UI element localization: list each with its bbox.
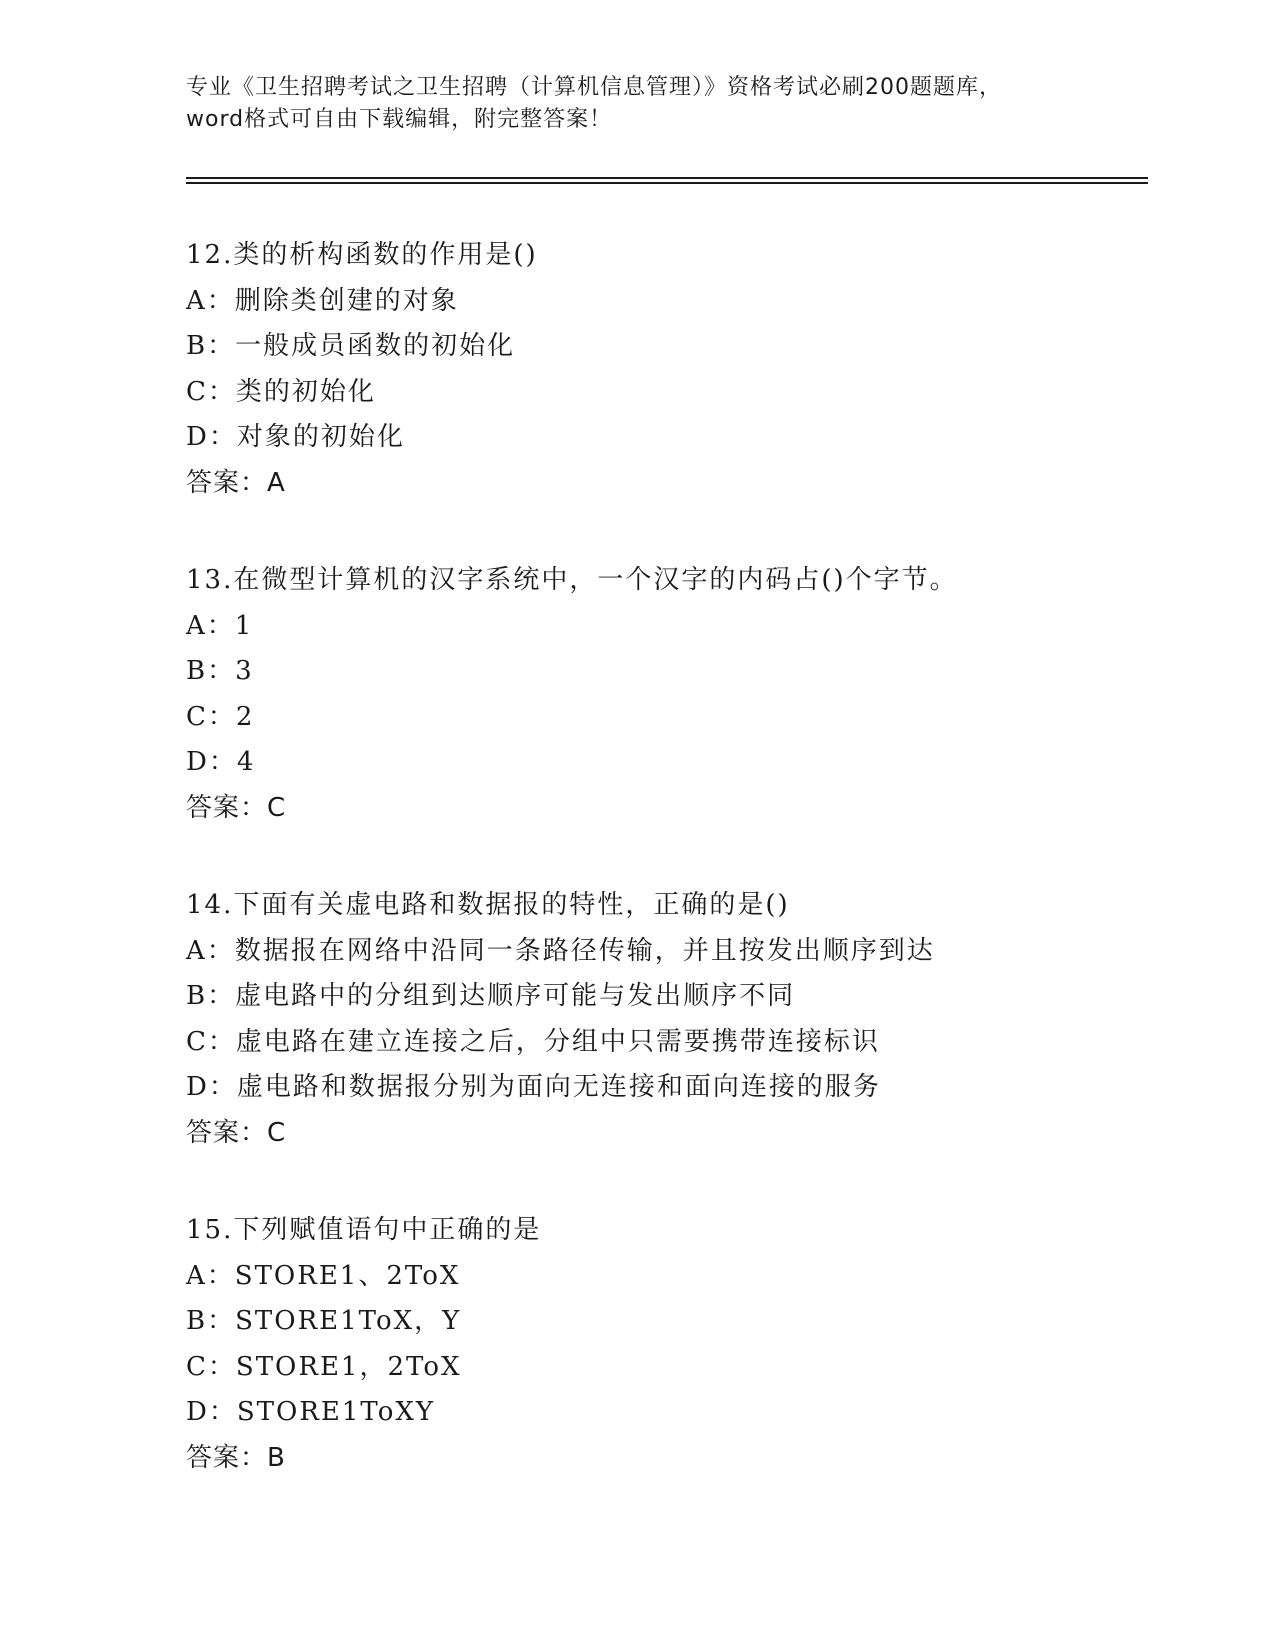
option-c: C：虚电路在建立连接之后，分组中只需要携带连接标识 — [186, 1026, 880, 1057]
question-15 — [186, 1208, 1186, 1481]
question-stem: 15.下列赋值语句中正确的是 — [186, 1215, 542, 1245]
option-a: A：删除类创建的对象 — [186, 285, 459, 316]
option-c: C：类的初始化 — [186, 376, 376, 407]
question-stem: 12.类的析构函数的作用是() — [186, 240, 538, 270]
option-d: D：虚电路和数据报分别为面向无连接和面向连接的服务 — [186, 1072, 881, 1102]
document-header — [186, 72, 1086, 136]
option-a: A：STORE1、2ToX — [186, 1260, 461, 1291]
option-b: B：3 — [186, 656, 254, 686]
header-divider-bottom — [186, 182, 1148, 184]
question-14 — [186, 883, 1186, 1156]
header-line-1: 专业《卫生招聘考试之卫生招聘（计算机信息管理）》资格考试必刷200题题库， — [186, 75, 1002, 100]
question-13 — [186, 558, 1186, 831]
option-a: A：数据报在网络中沿同一条路径传输，并且按发出顺序到达 — [186, 935, 935, 966]
question-12 — [186, 233, 1186, 506]
option-c: C：STORE1，2ToX — [186, 1351, 462, 1382]
answer-label: 答案：B — [186, 1442, 286, 1473]
option-b: B：STORE1ToX，Y — [186, 1306, 462, 1336]
header-divider-top — [186, 177, 1148, 179]
answer-label: 答案：C — [186, 792, 287, 823]
option-d: D：STORE1ToXY — [186, 1397, 436, 1427]
option-a: A：1 — [186, 610, 254, 641]
option-d: D：对象的初始化 — [186, 422, 405, 452]
option-d: D：4 — [186, 747, 256, 777]
question-stem: 13.在微型计算机的汉字系统中，一个汉字的内码占()个字节。 — [186, 565, 958, 595]
question-stem: 14.下面有关虚电路和数据报的特性，正确的是() — [186, 890, 790, 920]
option-c: C：2 — [186, 701, 255, 732]
header-line-2: word格式可自由下载编辑，附完整答案！ — [186, 107, 613, 132]
answer-label: 答案：C — [186, 1117, 287, 1148]
option-b: B：虚电路中的分组到达顺序可能与发出顺序不同 — [186, 981, 796, 1011]
answer-label: 答案：A — [186, 467, 286, 498]
question-list — [186, 233, 1186, 1533]
option-b: B：一般成员函数的初始化 — [186, 331, 516, 361]
